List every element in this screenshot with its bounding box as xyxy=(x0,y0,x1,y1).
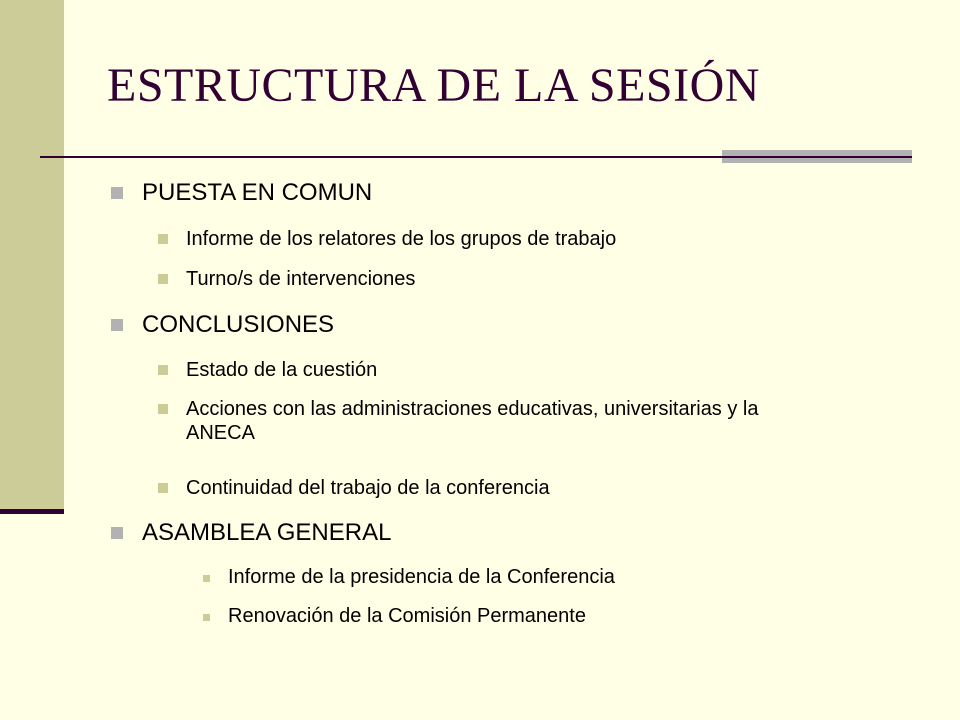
bullet-square-icon xyxy=(158,483,168,493)
bullet-square-icon xyxy=(158,274,168,284)
bullet-square-icon xyxy=(158,404,168,414)
list-item: Acciones con las administraciones educativas, universitarias y la ANECA xyxy=(186,398,759,444)
list-item: Turno/s de intervenciones xyxy=(186,268,416,290)
section-heading-conclusiones: CONCLUSIONES xyxy=(142,311,335,338)
bullet-square-icon xyxy=(203,575,210,582)
list-item: Estado de la cuestión xyxy=(186,359,378,381)
section-heading-puesta-en-comun: PUESTA EN COMUN xyxy=(142,179,373,206)
list-item: Continuidad del trabajo de la conferencia xyxy=(186,477,550,499)
list-item: Informe de los relatores de los grupos de trabajo xyxy=(186,228,617,250)
section-heading-asamblea-general: ASAMBLEA GENERAL xyxy=(142,519,392,546)
bullet-square-icon xyxy=(111,527,123,539)
bullet-square-icon xyxy=(158,234,168,244)
left-decorative-band xyxy=(0,0,64,510)
list-item: Informe de la presidencia de la Conferencia xyxy=(228,566,615,588)
bullet-square-icon xyxy=(158,365,168,375)
list-item: Renovación de la Comisión Permanente xyxy=(228,605,586,627)
left-band-accent-line xyxy=(0,509,64,514)
bullet-square-icon xyxy=(111,319,123,331)
title-divider-accent xyxy=(722,150,912,163)
bullet-square-icon xyxy=(111,187,123,199)
slide-title: ESTRUCTURA DE LA SESIÓN xyxy=(107,59,760,112)
bullet-square-icon xyxy=(203,614,210,621)
